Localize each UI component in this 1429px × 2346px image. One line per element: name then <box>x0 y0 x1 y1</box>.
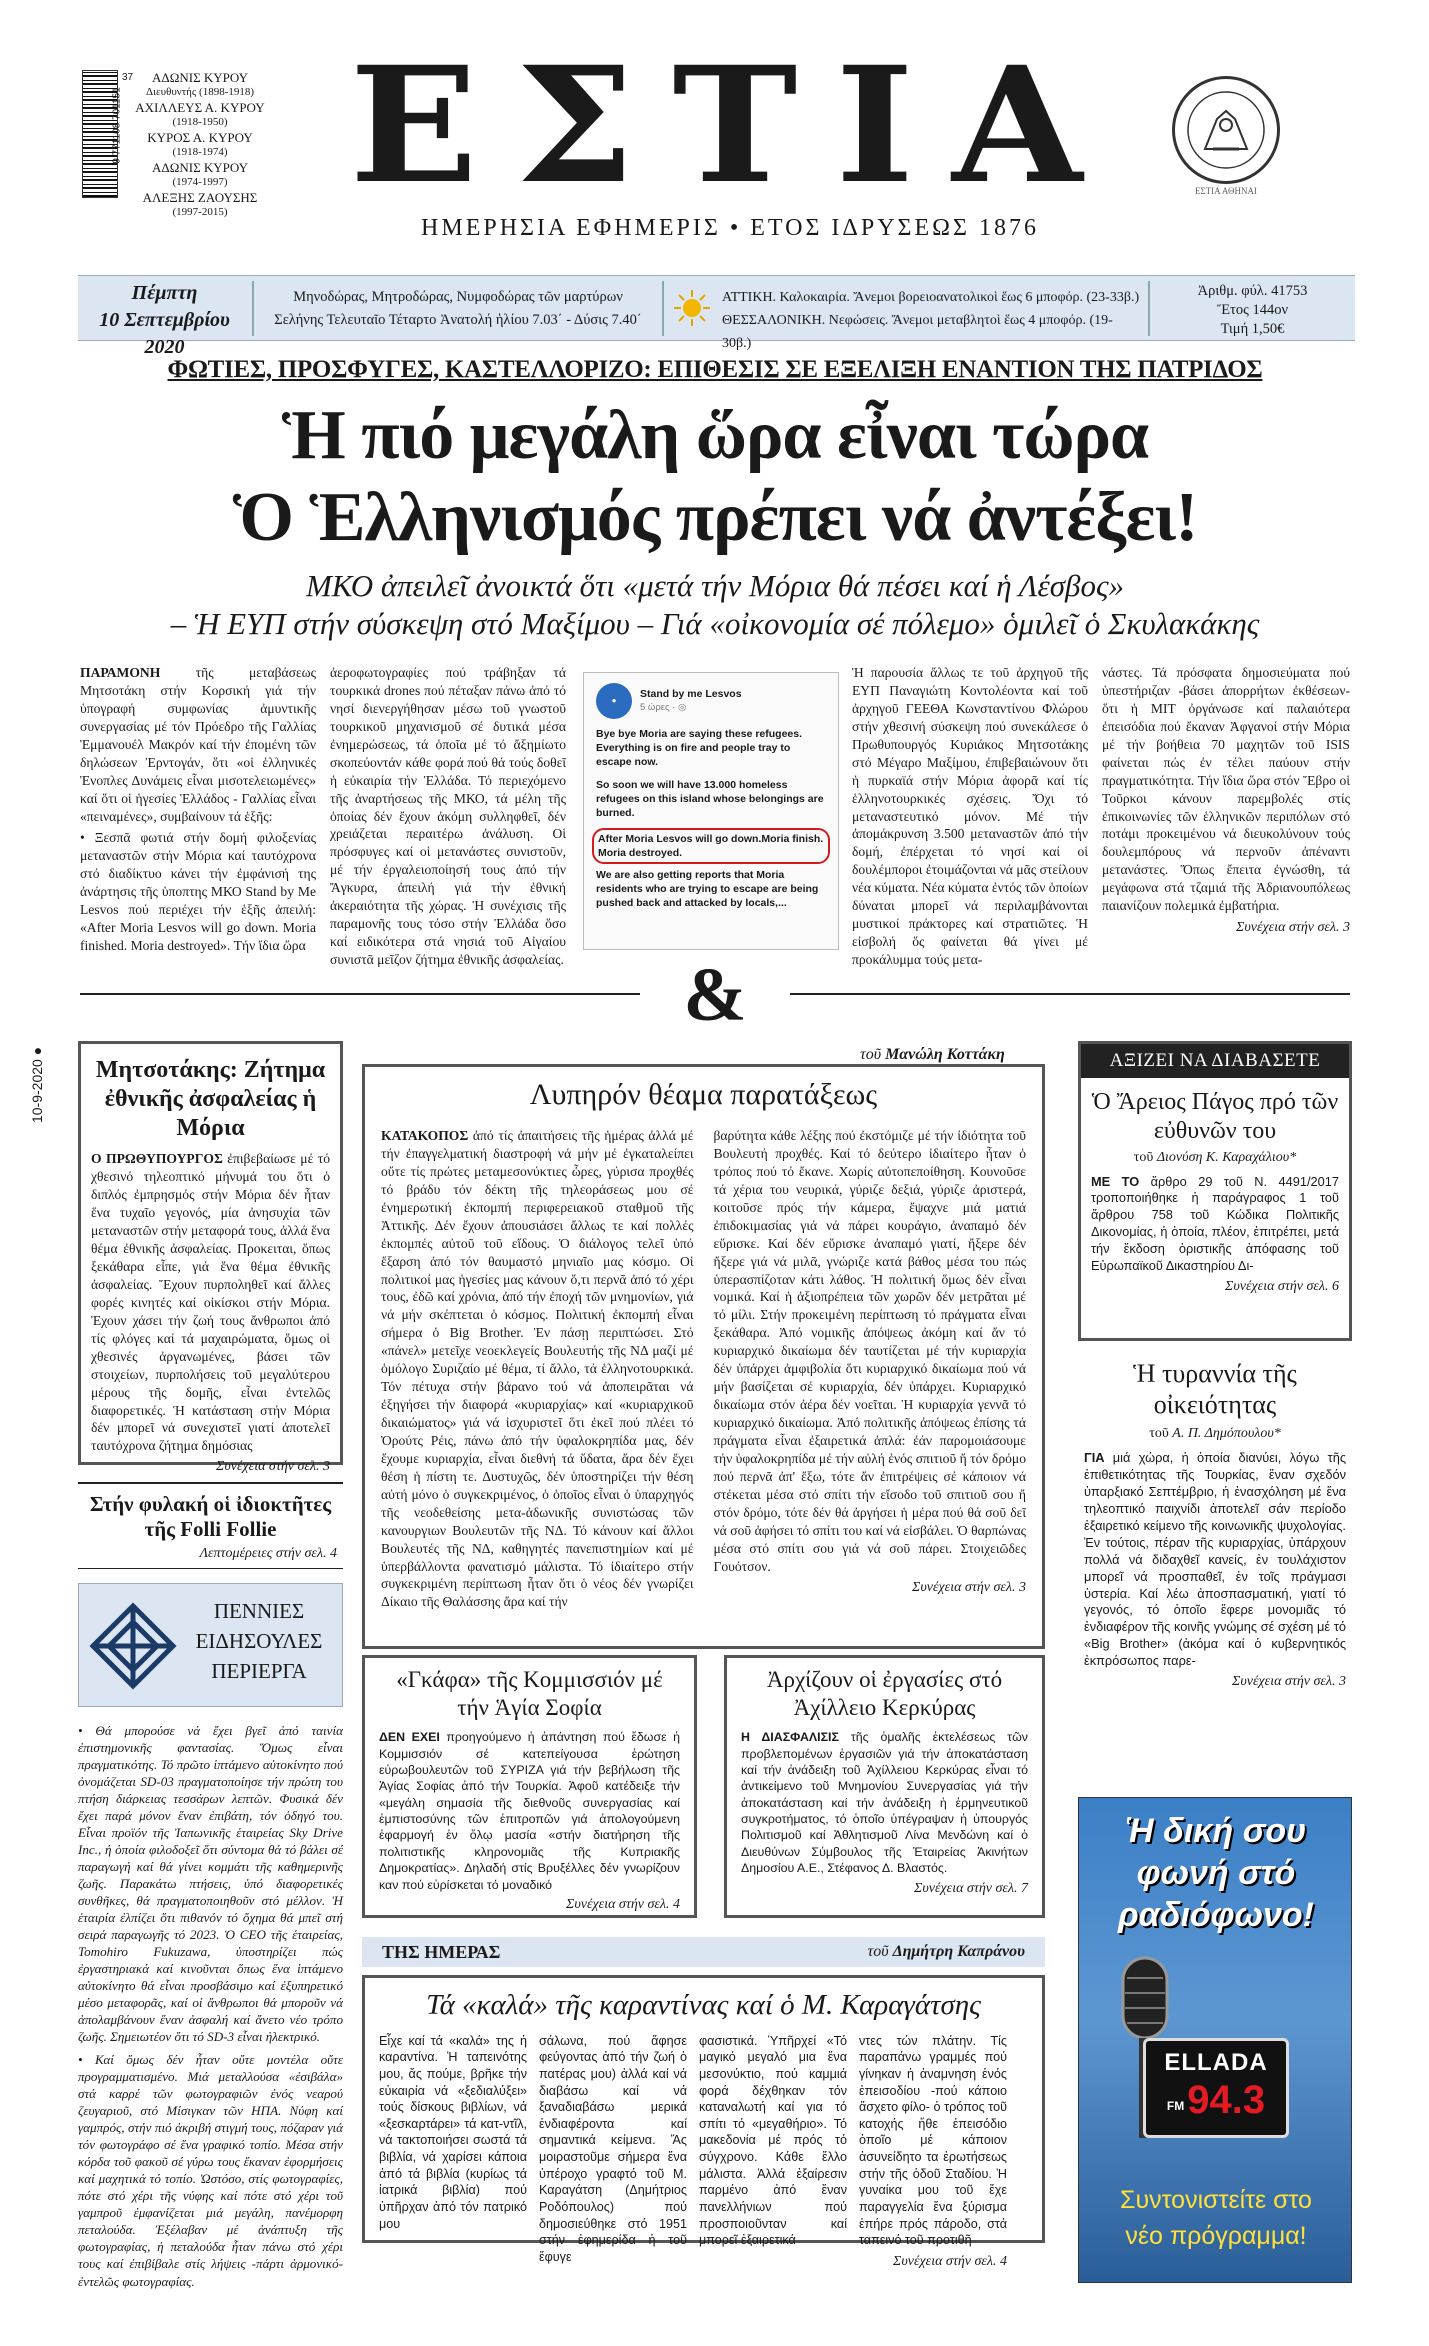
radio-tagline-2: νέο πρόγραμμα! <box>1125 2222 1307 2250</box>
axilleio-text: τῆς ὁμαλῆς ἐκτελέσεως τῶν προβλεπομένων ἐργασιῶν γιά τήν ἀποκατάσταση καί τήν ἀνάδειξη τοῦ Ἀχίλλειου Κερκύρας εἶναι τό ἀντικείμενο τοῦ Μνημονίου Συνεργασίας γιά τήν ἀποκατάσταση καί τήν ἀνάδειξη ἡ ἐρμηνευτικοῦ συγκροτήματος, τό ὁποῖο ὑπέγραψαν ἡ ὑπουργός Πολιτισμοῦ καί Ἀθλητισμοῦ Λίνα Μενδώνη καί ὁ Διευθύνων Σύμβουλος τῆς Ἑταιρείας Ἀκινήτων Δημοσίου Α.Ε., Στέφανος Δ. Βλαστός. <box>741 1730 1029 1876</box>
founder-2: ΑΧΙΛΛΕΥΣ Α. ΚΥΡΟΥ <box>135 100 265 115</box>
founders-list <box>130 70 270 220</box>
founder-5: ΑΛΕΞΗΣ ΖΑΟΥΣΗΣ <box>142 190 258 205</box>
lead-column-3: Ἡ παρουσία ἄλλως τε τοῦ ἀρχηγοῦ τῆς ΕΥΠ Παναγιώτη Κοντολέοντα καί τοῦ ἀρχηγοῦ ΓΕΕΘΑ Κωνσταντίνου Φλώρου στήν χθεσινή σύσκεψη πού συνεκάλεσε ὁ Πρωθυπουργός Κυριάκος Μητσοτάκης στό Μέγαρο Μαξίμου, ἐπιβεβαιώνουν ὅτι ἡ πυρκαϊά στήν Μόρια ἀφορᾶ καί τίς ἑλληνοτουρκικές σχέσεις. Ὄχι τό μεταναστευτικό μόνον. Μέ τήν ἀπομάκρυνση 3.500 μεταναστῶν ἀπό τήν δομή, ἐπέρχεται τό νησί καί οἱ δουλέμποροι ἐτοιμάζονται νά μᾶς στείλουν νέα κύματα. Νέα κύματα ἐντός τῶν ὁποίων δύναται μπορεῖ νά περιλαμβάνονται μυστικοί πράκτορες καί στρατιῶτες. Ἡ εἰσβολή ὅς φαίνεται θά γίνει μέ προκάλυμμα τούς μετα- <box>852 665 1088 967</box>
areios-continuation: Συνέχεια στήν σελ. 6 <box>1225 1278 1339 1294</box>
areios-text: ἄρθρο 29 τοῦ Ν. 4491/2017 τροποποιήθηκε ἡ παράγραφος 1 τοῦ ἄρθρου 758 τοῦ Κώδικα Πολιτικῆς Δικονομίας, ἡ ὁποία, πλέον, ἐπιτρέπει, μετά τήν ἔκδοση ὁριστικῆς ἀπόφασης τοῦ Εὐρωπαϊκοῦ Δικαστηρίου Δι- <box>1091 1173 1340 1274</box>
price: Τιμή 1,50€ <box>1220 321 1285 337</box>
weekday: Πέμπτη <box>131 282 198 304</box>
kottakis-author: Μανώλη Κοττάκη <box>885 1046 1005 1063</box>
imeras-col-1: Εἶχε καί τά «καλά» της ἡ καραντίνα. Ἡ ταπεινότης μου, ἄς πούμε, βρῆκε τήν εὐκαιρία νά «ξεδιαλύξει» τούς δίσκους βιβλίων, νά «ξεσκαρτάρει» τά κατ-ντῖλ, νά τακτοποιήσει σωστά τά βιβλία, νά χαρίσει κάποια ἀπό τά βιβλία (κυρίως τά ἰατρικά βιβλία) πού ὑπῆρχαν ἀπό τόν πατρικό μου <box>379 2033 527 2231</box>
folli-title: Στήν φυλακή οἱ ἰδιοκτῆτες τῆς Folli Follie <box>89 1492 332 1542</box>
founder-3-years: (1918-1974) <box>172 146 228 158</box>
founder-5-years: (1997-2015) <box>172 206 228 218</box>
axilleio-box <box>724 1655 1045 1918</box>
founder-1-role: Διευθυντής (1898-1918) <box>145 86 255 98</box>
lead-column-1 <box>80 664 316 955</box>
imeras-author: Δημήτρη Καπράνου <box>892 1943 1025 1960</box>
weather-box <box>722 286 1142 355</box>
axilleio-title: Ἀρχίζουν οἱ ἐργασίες στό Ἀχίλλειο Κερκύρας <box>766 1667 1003 1720</box>
tyrannia-continuation: Συνέχεια στήν σελ. 3 <box>1232 1673 1346 1689</box>
kottakis-box <box>362 1064 1045 1649</box>
pennies-item-1: • Θά μπορούσε νά ἔχει βγεῖ ἀπό ταινία ἐπιστημονικῆς φαντασίας. Ὅμως εἶναι πραγματικότης. Τό πρῶτο ἱπτάμενο αὐτοκίνητο πού ὀνομάζεται SD-03 πραγματοποίησε τήν πρώτη του πτήση διάρκειας τεσσάρων λεπτῶν. Φυσικά δέν ἔχει παρά μόνον ἕναν ἐπιβάτη, τόν ὁδηγό του. Εἶναι προϊόν τῆς Ἰαπωνικῆς ἑταιρείας Sky Drive Inc., ἡ ὁποία φιλοδοξεῖ ὅτι σύντομα θά τό βάλει σέ παραγωγή καί θά γίνει κομμάτι τῆς καθημερινῆς ζωῆς. Παρακάτω πτήσεις, ὑπό διαφορετικές συνθῆκες, θά πραγματοποιηθοῦν στό μέλλον. Ἡ ἑταιρία ἐλπίζει ὅτι πιθανόν τό ὄχημα θά μπεῖ στή σειρά παραγωγῆς τό 2023. Ὁ CEO τῆς ἑταιρείας, Tomohiro Fukuzawa, ὑποστηρίζει πώς ἐργαστηριακά καί κινοῦνται ὅπως ἕνα ἱπτάμενο αὐτοκίνητο θά εἶναι προσβάσιμο καί ἐξυπηρετικό μέσο μεταφορᾶς, καί οἱ ἄνθρωποι θά μποροῦν νά ἀπολαμβάνουν ἕναν ἀσφαλή καί ἄνετο νέο τρόπο ζωῆς. Σημειωτέον ὅτι τό SD-3 εἶναι ἠλεκτρικό. <box>78 1723 343 2045</box>
pennies-title: ΠΕΝΝΙΕΣ ΕΙΔΗΣΟΥΛΕΣ ΠΕΡΙΕΡΓΑ <box>195 1599 323 1683</box>
saints-box <box>258 286 658 332</box>
kottakis-text-2: βαρύτητα κάθε λέξης πού ἐκστόμιζε μέ τήν ἰδιότητα τοῦ Βουλευτή προχθές. Καί τό δεύτερο ἰδιαίτερο ἦταν ὁ τρόπος πού τό ἔκανε. Χωρίς αὐτοπεποίθηση. Κουνοῦσε τά χέρια του νευρικά, γύριζε δεξιά, γύριζε ἀριστερά, κοιτοῦσε πρός τήν κάμερα, ἔψαχνε μιά ματιά ἐπιδοκιμασίας γιά νά πάρει κουράγιο, ἀναπαμό δέν εὕρισκε. Καί δέν εὕρισκε ἀναπαμό γιατί, ἤξερε δέν ἤξερε γιά νά μιλᾶ, γνώριζε κατά βάθος μέσα του πώς ὑπερασπίζοταν κάτι λάθος. Ἡ πολιτική ὅμως δέν εἶναι νομικά. Καί ἡ ἀξιοπρέπεια τῶν χωρῶν δέν μετρᾶται μέ τό μίλι. Στήν προκειμένη περίπτωση τό πράγματα εἶναι ξεκάθαρα. Ἀπό νομικῆς ἀπόψεως ἀκόμη καί ἄν τό κυριαρχικό δικαίωμα δέν ταυτίζεται μέ τήν κυριαρχία δέν ὑπάρχει ἀμφιβολία ὅτι κυριαρχικό δικαίωμα πού νά μήν βασίζεται σέ κυριαρχία, δέν ὑπάρχει. Κυριαρχικό δικαίωμα στόν ἀέρα δέν νοεῖται. Ἡ κυριαρχία γεννᾶ τό κυριαρχικό δικαίωμα. Ἀπό πολιτικῆς ἀπόψεως ἐπίσης τά πράγματα εἶναι ἐξαιρετικά ἁπλά: ἐάν παρομοιάσουμε τήν ὑφαλοκρηπίδα μέ τήν αὐλή ἑνός σπιτιοῦ ἤ τόν δρόμο πού περνᾶ ἀπ' ἔξω, τότε ἄν ἐπιτρέψεις σέ κάποιον νά στέκεται μέσα στό σπίτι τήν εἴσοδο τοῦ σπιτιοῦ σου ἤ στόν δρόμο, τότε δέν θά ἀργήσει ἡ μέρα πού θά σοῦ δεῖ νά σοῦ ἀφήσει τό σπίτι του καί νά εἰσβάλει. Ὁ θαρπώνας μέσα στό σπίτι σου γιά νά σοῦ πάρει. Στοιχειῶδες Γουότσον. <box>713 1128 1026 1574</box>
gkafa-box <box>362 1655 697 1918</box>
areios-title: Ὁ Ἄρειος Πάγος πρό τῶν εὐθυνῶν του <box>1091 1089 1339 1144</box>
imeras-col-3: φασιστικά. Ὑπῆρχεί «Τό μαγικό μεγαλό μια ἔνα μεσονύκτιο, πού καμμιά φορά δέχθηκαν τόν καταναλωτή καί για τό σπίτι τό «μεγαθήριο». Τό μακεδονία μέ πρός τό σύγχρονο. Κάθε ἔλλο μάλιστα. Ἀλλά ἐξαίρεσιν παρμένο ἀπό ἕναν πανελλήνιων πού προσποιοῦνταν καί μπορεῖ ἐξαιρετικά <box>699 2033 847 2248</box>
newspaper-subtitle: ΗΜΕΡΗΣΙΑ ΕΦΗΜΕΡΙΣ • ΕΤΟΣ ΙΔΡΥΣΕΩΣ 1876 <box>421 215 1039 241</box>
tyrannia-author: Α. Π. Δημόπουλου* <box>1172 1426 1281 1442</box>
areios-box <box>1078 1041 1352 1341</box>
lead-col4-text: νάστες. Τά πρόσφατα δημοσιεύματα πού ὑπεστήριζαν -βάσει ἀπορρήτων ἐκθέσεων- ὅτι ἡ ΜΙΤ ὀργάνωσε καί παλαιότερα ἐπεισόδια πού ἔκαναν Ἀφγανοί στήν Μόρια μέ τήν βοήθεια 70 μαχητῶν τοῦ ISIS φαίνεται πώς ἐν τέλει παύουν στήν πραγματικότητα. Τήν ἴδια ὥρα στόν Ἔβρο οἱ Τοῦρκοι κάνουν παρεμβολές στίς ἐπικοινωνίες τῶν ἑλληνικῶν περιπόλων στό ποτάμι προκειμένου νά διευκολύνουν τούς δουλεμπόρους νά περνοῦν ἀπέναντι μετανάστες. Ὅπως ἔπειτα ἐγνώσθη, τά μεγάφωνα στά τζαμιά τῆς Ἀδριανουπόλεως παιανίζουν πολεμικά ἐμβατήρια. <box>1102 665 1350 914</box>
post-paragraph-2: So soon we will have 13.000 homeless refugees on this island whose belongings are burned. <box>596 779 824 819</box>
mitsotakis-title: Μητσοτάκης: Ζήτημα ἐθνικῆς ἀσφαλείας ἡ Μόρια <box>95 1057 326 1141</box>
gkafa-title: «Γκάφα» τῆς Κομμισσιόν μέ τήν Ἁγία Σοφία <box>396 1667 663 1720</box>
post-author: Stand by me Lesvos <box>640 688 742 700</box>
lead-headline-1: Ἡ πιό μεγάλη ὥρα εἶναι τώρα <box>281 397 1149 474</box>
gkafa-text: προηγούμενο ἡ ἀπάντηση πού ἔδωσε ἡ Κομμισσιόν σέ κατεπείγουσα ἐρώτηση εὐρωβουλευτῶν τοῦ ΣΥΡΙΖΑ γιά τήν βεβήλωση τῆς Ἁγίας Σοφίας ἀπό τήν Τουρκία. Ἀφοῦ κατέδειξε τήν «μεγάλη σημασία τῆς διεθνοῦς συνεργασίας καί ἐμπιστοσύνης τῶν ἐπιτροπῶν γιά ἀπολογούμενη ἐφαρμογή ἐν ὅλῳ μασία «στήν διατήρηση τῆς πολιτιστικῆς κληρονομιᾶς τῆς Κυπριακῆς Δημοκρατίας». Δηλαδή στίς Βρυξέλλες δέν γνωρίζουν καν πού εὑρίσκεται τό μοναδικό <box>379 1730 680 1892</box>
date: 10 Σεπτεμβρίου 2020 <box>99 309 230 358</box>
ornament-icon <box>87 1600 179 1692</box>
mitsotakis-continuation: Συνέχεια στήν σελ. 3 <box>216 1459 330 1475</box>
pennies-text <box>78 1722 343 2290</box>
lead-headline-2: Ὁ Ἑλληνισμός πρέπει νά ἀντέξει! <box>232 479 1198 556</box>
radio-brand: ELLADA <box>1164 2049 1268 2076</box>
mitsotakis-lead: Ο ΠΡΩΘΥΠΟΥΡΓΟΣ <box>91 1151 223 1167</box>
radio-tagline-1: Συντονιστείτε στο <box>1120 2186 1312 2214</box>
post-paragraph-1: Bye bye Moria are saying these refugees. Everything is on fire and people tray to escape now. <box>596 728 803 768</box>
ampersand-separator: & <box>640 955 790 1035</box>
post-paragraph-3: After Moria Lesvos will go down.Moria finish. Moria destroyed. <box>592 828 830 864</box>
lead-kicker: ΦΩΤΙΕΣ, ΠΡΟΣΦΥΓΕΣ, ΚΑΣΤΕΛΛΟΡΙΖΟ: ΕΠΙΘΕΣΙΣ ΣΕ ΕΞΕΛΙΞΗ ΕΝΑΝΤΙΟΝ ΤΗΣ ΠΑΤΡΙΔΟΣ <box>167 356 1263 383</box>
post-paragraph-4: We are also getting reports that Moria residents who are trying to escape are being pushed back and attacked by locals,... <box>596 869 819 909</box>
sheet-number: Ἀριθμ. φύλ. 41753 <box>1197 283 1308 299</box>
lead-column-4 <box>1102 664 1350 938</box>
radio-ad[interactable] <box>1078 1797 1352 2283</box>
areios-lead: ΜΕ ΤΟ <box>1091 1173 1140 1189</box>
seal-text: ΕΣΤΙΑ ΑΘΗΝΑΙ <box>1194 186 1258 196</box>
tyrannia-title: Ἡ τυραννία τῆς οἰκειότητας <box>1133 1359 1297 1420</box>
date-box <box>82 280 247 361</box>
tyrannia-box <box>1078 1358 1352 1690</box>
imeras-label: ΤΗΣ ΗΜΕΡΑΣ <box>382 1942 501 1962</box>
radio-frequency: 94.3 <box>1187 2078 1266 2122</box>
kottakis-lead: ΚΑΤΑΚΟΠΟΣ <box>381 1128 469 1143</box>
founder-4: ΑΔΩΝΙΣ ΚΥΡΟΥ <box>151 160 249 175</box>
gkafa-lead: ΔΕΝ ΕΧΕΙ <box>379 1730 440 1745</box>
kottakis-title: Λυπηρόν θέαμα παρατάξεως <box>529 1078 878 1111</box>
gkafa-continuation: Συνέχεια στήν σελ. 4 <box>566 1896 680 1912</box>
imeras-continuation: Συνέχεια στήν σελ. 4 <box>893 2253 1007 2269</box>
social-post-screenshot <box>583 672 839 950</box>
lead-lead-word: ΠΑΡΑΜΟΝΗ <box>80 665 161 680</box>
founder-1: ΑΔΩΝΙΣ ΚΥΡΟΥ <box>151 70 249 85</box>
weather-attica: ΑΤΤΙΚΗ. Καλοκαιρία. Ἄνεμοι βορειοανατολικοὶ ἕως 6 μποφόρ. (23-33β.) <box>722 290 1140 305</box>
imeras-header <box>362 1937 1045 1967</box>
tyrannia-lead: ΓΙΑ <box>1084 1450 1105 1466</box>
imeras-title: Τά «καλά» τῆς καραντίνας καί ὁ Μ. Καραγάτσης <box>426 1989 981 2021</box>
folli-box <box>78 1482 343 1569</box>
issue-code: 37 <box>122 72 134 83</box>
founder-4-years: (1974-1997) <box>172 176 228 188</box>
mitsotakis-text: ἐπιβεβαίωσε μέ τό χθεσινό τηλεοπτικό μήνυμά του ὅτι ὁ διπλός ἐμπρησμός στήν Μόρια δέν ἦταν ἕνα τυχαῖο γεγονός, μία ἀνησυχία τῶν μεταναστῶν στήν μεταφορά τους, ἀλλά ἕνα θέμα ἐθνικῆς ἀσφαλείας. Προκειται, ὅπως ξεκάθαρα εἶπε, γιά ἕνα θέμα ἐθνικῆς ἀσφαλείας. Ἔχουν πυρποληθεῖ καί ἄλλες φορές κινητές καί οἰκίσκοι στήν Μόρια. Ἐχουν χάσει τήν ζωή τους ἄνθρωποι ἀπό τίς φλόγες καί τά μαχαιρώματα, ὅμως οἱ χθεσινές ἀργανωμένες, βάσει τῶν στοιχείων, πυρπολήσεις τοῦ μεγαλύτερου μέρους τῆς δομῆς, εἶναι ἐντελῶς διαφορετικές. Ἡ κατάσταση στήν Μόρια δέν μπορεῖ νά συνεχιστεῖ γιατί ἀποτελεῖ ταυτόχρονα ζήτημα δημόσιας <box>91 1151 330 1454</box>
barcode-digits: 9 771108 701151 <box>111 87 123 164</box>
kottakis-text-1: ἀπό τίς ἀπαιτήσεις τῆς ἡμέρας ἀλλά μέ τήν ἐπαγγελματική διαστροφή νά μήν μέ ἐγκαταλείπει οὔτε τίς πρώτες μεταμεσονύκτιες ὧρες, γύρισα προχθές τό βράδυ τόν δέκτη τῆς τηλεοράσεως μου σέ ἐνημερωτική ἐκπομπή περιφερειακοῦ σταθμοῦ τῆς Ἀττικῆς. Δέν ἔχουν ἀπουσιάσει ἄλλως τε καί πολλές ἐκπομπές αὐτοῦ τοῦ εἴδους. Ὁ διάλογος τελεῖ ὑπό ἔξαρση ἀπό τόν θαυμαστό μηνιαῖο μας κόσμο. Οἱ πολιτικοί μας ἡγεσίες μας κάνουν ὅ,τι περνᾶ ἀπό τό χέρι τους, ἐδῶ καί χρόνια, ἀπό τήν ἐποχή τῶν μνημονίων, γιά νά μήν σκέπτεται ὁ κόσμος. Πολιτική ἐκπομπή εἶναι σήμερα ὁ Big Brother. Ἐν πάσῃ περιπτώσει. Στό «πάνελ» μετεῖχε νεοεκλεγείς Βουλευτής τῆς ΝΔ μαζί μέ ὁμόλογο Συριζαίο μέ θέμα, τί ἄλλο, τά ἑλληνοτουρκικά. Τόν πέτυχα στήν βάρανο τού νά ἀποπειρᾶται νά ἐξηγήσει τήν διαφορά «κυριαρχίας» καί «κυριαρχικοῦ δικαιώματος» γιά νά ἰσχυριστεῖ ὅτι ἐκεῖ πού πλέει τό Ὀρούτς Ρέις, πάνω ἀπό τήν ὑφαλοκρηπίδα μας, δέν ἔχουμε κυριαρχία, εἶναι διεθνή τά ὕδατα, ἄρα δέν ἔχει θέση ἡ πίστη τε. Δυστυχῶς, δέν ὑποστηρίζει τήν θέση αὐτή μόνο ὁ συγκεκριμένος, ὁ ὁποῖος εἶναι ὁ ὑπαρχηγός τῆς νεοδεθείσης μετα-ἀδωνικῆς συνιστώσας τῶν κανουργιων Βουλευτῶν τῆς ΝΔ. Τό κάνουν καί ἄλλοι Βουλευτές τῆς ΝΔ, καθηγητές πανεπιστημίων καί μέ ὑπερβάλλοντα φανατισμό μάλιστα. Τό ἰδιαίτερο στήν συγκεκριμένη περίπτωση ἦταν ὅτι ὁ νέος δέν γνωρίζει Δίκαιο τῆς Θαλάσσης ἄρα καί τήν <box>381 1128 694 1610</box>
sun-icon <box>672 288 712 328</box>
kottakis-col-1 <box>381 1127 694 1611</box>
radio-ad-title-3: ραδιόφωνο! <box>1118 1896 1314 1934</box>
lead-col1-text-b: • Ξεσπᾶ φωτιά στήν δομή φιλοξενίας μεταναστῶν στήν Μόρια καί ταυτόχρονα στό διαδίκτυο κάνει τήν ἐμφάνισή της ἀνάρτησις τῆς ὑποπτης ΜΚΟ Stand by Me Lesvos πού περιέχει τήν ἑξῆς ἀπειλή: «After Moria Lesvos will go down. Moria finished. Moria destroyed». Τήν ἴδια ὥρα <box>80 830 316 954</box>
kottakis-col-2 <box>714 1127 1027 1611</box>
tyrannia-byline: τοῦ Α. Π. Δημόπουλου* <box>1149 1426 1281 1442</box>
radio-ad-title-2: φωνή στό <box>1136 1854 1296 1892</box>
pennies-box <box>78 1583 343 1707</box>
tyrannia-text: μιά χώρα, ἡ ὁποία διανύει, λόγω τῆς ἐπιθετικότητας τῆς Τουρκίας, ἕναν σχεδόν ὑπαρξιακό Σεπτέμβριο, ἡ ἐνασχόληση μέ ἕνα τηλεοπτικό παιχνίδι ἀποτελεῖ σάν περίοδο ἐξαιρετικό κείμενο τῆς κοινωνικῆς ψυχολογίας. Ἐν τούτοις, πέραν τῆς κυριαρχίας, ὑπάρχουν πολλά νά διδαχθεῖ κανείς, ἐν τουλάχιστον μπορεῖ νά προσπαθεῖ, ἐν τοῖς πράγμασι ὑστερία. Καί λέω ἀποσπασματική, γιατί τό γεγονός, τό ὁποῖο ἔφερε μονομιᾶς τό ἐνδιαφέρον τῆς κοινῆς γνώμης σέ σχέση μέ τό «Big Brother» (ἀκόμα καί ὁ κυβερνητικός ἐκπρόσωπος παρε- <box>1084 1450 1346 1669</box>
founder-2-years: (1918-1950) <box>172 116 228 128</box>
areios-author: Διονύση Κ. Καραχάλιου* <box>1156 1149 1297 1165</box>
side-date: 10-9-2020 ● <box>29 1046 45 1123</box>
issue-year: Ἔτος 144ον <box>1216 302 1289 318</box>
imeras-box <box>362 1975 1045 2269</box>
post-avatar: ● <box>596 683 632 719</box>
saints-day: Μηνοδώρας, Μητροδώρας, Νυμφοδώρας τῶν μαρτύρων <box>293 289 623 305</box>
newspaper-title: ΕΣΤΙΑ <box>349 30 1121 220</box>
lead-subheadline-2: – Ἡ ΕΥΠ στήν σύσκεψη στό Μαξίμου – Γιά «οἰκονομία σέ πόλεμο» ὁμιλεῖ ὁ Σκυλακάκης <box>170 606 1260 641</box>
radio-logo <box>1143 2038 1289 2138</box>
moon-sun: Σελήνης Τελευταῖο Τέταρτο Ἀνατολή ἡλίου 7.03΄ - Δύσις 7.40΄ <box>274 312 642 328</box>
issue-box <box>1155 282 1350 339</box>
areios-byline: τοῦ Διονύση Κ. Καραχάλιου* <box>1133 1149 1297 1165</box>
pennies-item-2: • Καί ὅμως δέν ἦταν οὔτε μοντέλα οὔτε προγραμματισμένο. Μιά μεταλλούσα «ἐσιβάλα» στά καρρέ τῶν φωτογραφιῶν ἐνός νεαρού ζευγαριοῦ, στό Μίσιγκαν τῶν ΗΠΑ. Νύφη καί γαμπρός, στήν πιό ἀκριβή στιγμή τους, πόζαραν γιά τόν φωτογράφο σέ ἕνα γραφικό τοπίο. Μέσα στήν κόρδα τοῦ φακοῦ σέ γύρω τους ἔκαναν ἐφορμήσεις καί μαχητικά τό τοπίο. Ὡστόσο, στίς φωτογραφίες, πότε στό χέρι τῆς νύφης καί πότε στό χέρι τοῦ γαμπροῦ ἐμφανίζεται μιά μεγάλη, πανέμορφη πεταλούδα. Ἐξέλαβαν μέ ἀνάπτυξη τῆς φωτογραφίας, ἡ πεταλούδα ἦταν πάνω στό χέρι τους καί ἐπιβίβαλε στίς λήψεις -πάρτι ἀρμονικό- ἐντελῶς φωτογραφίας. <box>78 2052 343 2289</box>
kottakis-byline: τοῦ Μανώλη Κοττάκη <box>860 1046 1005 1063</box>
imeras-col-4 <box>859 2033 1007 2271</box>
imeras-text-4: ντες τών πλάτην. Τίς παραπάνω γραμμές πού γίνηκαν ἡ ἀναμνηση ἑνός ἐπεισοδίου -πού κάποιο ἄσχετο φίλο- ὁ τρόπος τοῦ κατοχής ἤθε ἐπεισόδιο ὁποῖο μέ κάποιον ἀσυνείδητο τα ἐρωτήσεως στήν τῆς ὁδοῦ Σταδίου. Ἡ γυναίκα μου τοῦ ἔχε παραγγελία ἕνα ξύρισμα ἐπήρε πρός πάροδο, στά ταπεινό τοῦ προτιθῆ <box>859 2033 1007 2248</box>
lead-continuation: Συνέχεια στήν σελ. 3 <box>1236 920 1350 936</box>
radio-ad-title-1: Ἡ δική σου <box>1125 1812 1307 1850</box>
axilleio-lead: Η ΔΙΑΣΦΑΛΙΣΙΣ <box>741 1730 839 1745</box>
lead-column-2: ἀεροφωτογραφίες πού τράβηξαν τά τουρκικά drones πού πέταξαν πάνω ἀπό τό νησί διενεργήθησαν μέσω τοῦ γνωστοῦ τουρκικοῦ μηχανισμοῦ σέ δυτικά μέσα ἐνημερώσεως, τά ὁποῖα μέ τό ἄξημίωτο σκοπεύοντάν κάθε φορά πού θά τούς δοθεῖ ἡ εὐκαιρία τήν Ἑλλάδα. Τό περιεχόμενο τῆς ἀναρτήσεως τῆς ΜΚΟ, τά μέλη τῆς ὁποίας δέν ἔχουν ἀκόμη συλληφθεῖ, δέν χρειάζεται περαιτέρω ἀνάλυση. Οἱ πρόσφυγες καί οἱ μετανάστες συνιστοῦν, μέ τήν ἐργαλειοποίησή τους ἀπό τήν Ἄγκυρα, ἀπειλή γιά τήν ἐθνική ἀκεραιότητα τῆς χώρας. Ἡ συνέχισις τῆς παραμονῆς τους τόσο στήν Ἑλλάδα ὅσο καί ειδικότερα στά νησιά τοῦ Αἰγαίου συνιστᾶ μεῖζον ζήτημα ἐθνικῆς ἀσφαλείας. <box>330 665 566 967</box>
imeras-col-2: σάλωνα, πού ἄφησε φεύγοντας ἀπό τήν ζωή ὁ πατέρας μου) ἀλλά καί νά διαβάσω καί νά ξαναδιαβάσω μερικά ἐνδιαφέροντα καί σημαντικά κείμενα. Ἄς μοιραστοῦμε σήμερα ἕνα ὑπέροχο γραφτό τοῦ Μ. Καραγάτση (Δημήτριος Ροδόπουλος) πού δημοσιεύθηκε στό 1951 στήν ἐφημερίδα ἡ τοῦ ἔφυγε <box>539 2033 687 2264</box>
kottakis-continuation: Συνέχεια στήν σελ. 3 <box>912 1580 1026 1596</box>
seal-emblem <box>1172 76 1280 184</box>
must-read-banner: ΑΞΙΖΕΙ ΝΑ ΔΙΑΒΑΣΕΤΕ <box>1081 1044 1349 1078</box>
lead-col1-text: τῆς μεταβάσεως Μητσοτάκη στήν Κορσική γιά τήν ὑπογραφή συμφωνίας ἀμυντικῆς συνεργασίας μέ τόν Πρόεδρο τῆς Γαλλίας Ἐμμανουέλ Μακρόν καί τήν ἐπομένη τῶν δηλώσεων Ἐρντογάν, ὅτι «οἱ ἑλληνικές Ἐνοπλες Δυνάμεις εἶναι μισοτελειωμένες» καί ὅτι οἱ ἡγεσίες Ἑλλάδος - Γαλλίας εἶναι «πειναμένες», συμβαίνουν τά ἑξῆς: <box>80 665 316 824</box>
axilleio-continuation: Συνέχεια στήν σελ. 7 <box>914 1880 1028 1896</box>
imeras-byline: τοῦ Δημήτρη Καπράνου <box>867 1943 1025 1960</box>
radio-fm: FM <box>1166 2099 1185 2113</box>
folli-continuation: Λεπτομέρειες στήν σελ. 4 <box>199 1546 337 1562</box>
lead-subheadline-1: ΜΚΟ ἀπειλεῖ ἀνοικτά ὅτι «μετά τήν Μόρια θά πέσει καί ἡ Λέσβος» <box>305 568 1125 603</box>
seal-icon <box>1175 79 1277 181</box>
founder-3: ΚΥΡΟΣ Α. ΚΥΡΟΥ <box>147 130 253 145</box>
mitsotakis-box <box>78 1041 343 1475</box>
weather-thessaloniki: ΘΕΣΣΑΛΟΝΙΚΗ. Νεφώσεις. Ἄνεμοι μεταβλητοὶ ἕως 4 μποφόρ. (19-30β.) <box>722 313 1113 351</box>
post-time: 5 ώρες · ◎ <box>640 702 687 713</box>
